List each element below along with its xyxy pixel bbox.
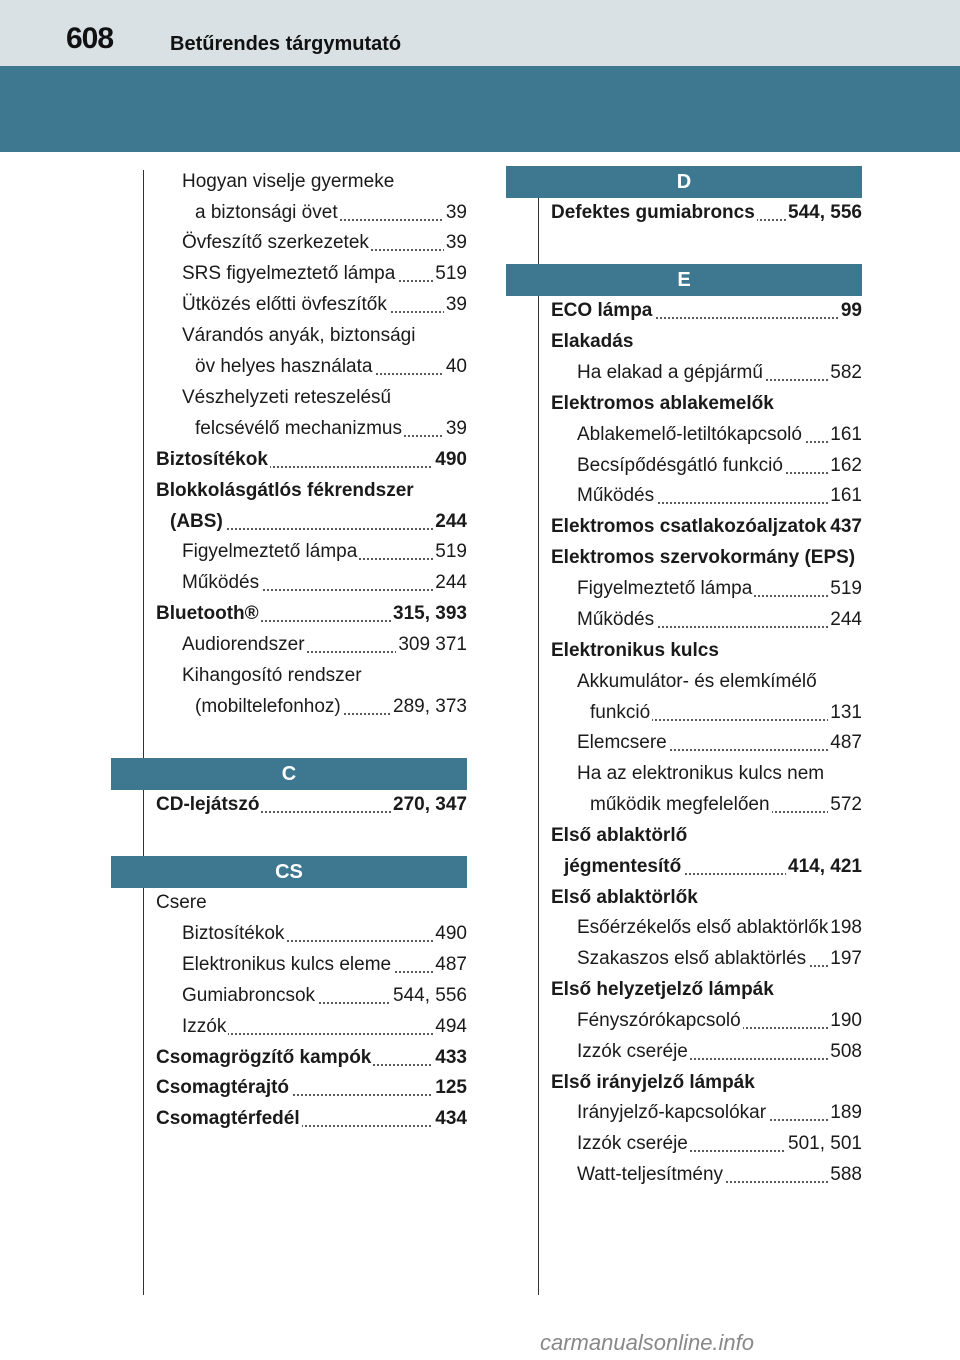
index-entry: Figyelmeztető lámpa 519 (577, 574, 862, 604)
index-entry: Csomagtérajtó 125 (156, 1073, 467, 1103)
section-header-c: C (111, 758, 467, 790)
index-entry: Becsípődésgátló funkció 162 (577, 451, 862, 481)
index-entry: Figyelmeztető lámpa 519 (182, 537, 467, 567)
index-entry: Biztosítékok 490 (156, 445, 467, 475)
index-entry: Fényszórókapcsoló 190 (577, 1006, 862, 1036)
index-entry: Csere (156, 888, 467, 918)
index-entry: Első ablaktörlő (551, 821, 862, 851)
section-header-e: E (506, 264, 862, 296)
index-entry: Működés 244 (577, 605, 862, 635)
header-banner (0, 66, 960, 152)
index-entry: Kihangosító rendszer (182, 661, 467, 691)
index-entry: jégmentesítő 414, 421 (564, 852, 862, 882)
index-entry: Első helyzetjelző lámpák (551, 975, 862, 1005)
index-entry: Elektronikus kulcs (551, 636, 862, 666)
index-entry: ECO lámpa 99 (551, 296, 862, 326)
index-entry: Elektronikus kulcs eleme 487 (182, 950, 467, 980)
header-bar (0, 0, 960, 66)
index-entry: (ABS) 244 (170, 507, 467, 537)
index-entry: Ha elakad a gépjármű 582 (577, 358, 862, 388)
index-entry: Watt-teljesítmény 588 (577, 1160, 862, 1190)
index-entry: Akkumulátor- és elemkímélő (577, 667, 862, 697)
index-entry: Övfeszítő szerkezetek 39 (182, 228, 467, 258)
section-header-cs: CS (111, 856, 467, 888)
index-entry: Izzók 494 (182, 1012, 467, 1042)
index-entry: Elektromos szervokormány (EPS) (551, 543, 862, 573)
index-entry: Elektromos ablakemelők (551, 389, 862, 419)
index-entry: Blokkolásgátlós fékrendszer (156, 476, 467, 506)
index-entry: Első ablaktörlők (551, 883, 862, 913)
index-entry: Csomagrögzítő kampók 433 (156, 1043, 467, 1073)
index-entry: Audiorendszer 309 371 (182, 630, 467, 660)
index-entry: működik megfelelően 572 (590, 790, 862, 820)
index-entry: Esőérzékelős első ablaktörlők 198 (577, 913, 862, 943)
index-entry: CD-lejátszó 270, 347 (156, 790, 467, 820)
index-entry: Elemcsere 487 (577, 728, 862, 758)
index-entry: Bluetooth® 315, 393 (156, 599, 467, 629)
index-entry: Csomagtérfedél 434 (156, 1104, 467, 1134)
index-entry: Ütközés előtti övfeszítők 39 (182, 290, 467, 320)
page-title: Betűrendes tárgymutató (170, 33, 402, 55)
index-entry: Első irányjelző lámpák (551, 1068, 862, 1098)
index-entry: Ablakemelő-letiltókapcsoló 161 (577, 420, 862, 450)
index-entry: Biztosítékok 490 (182, 919, 467, 949)
index-entry: Várandós anyák, biztonsági (182, 321, 467, 351)
index-entry: Ha az elektronikus kulcs nem (577, 759, 862, 789)
index-entry: Szakaszos első ablaktörlés 197 (577, 944, 862, 974)
index-entry: Működés 244 (182, 568, 467, 598)
index-entry: Hogyan viselje gyermeke (182, 167, 467, 197)
index-entry: funkció 131 (590, 698, 862, 728)
index-entry: Elektromos csatlakozóaljzatok 437 (551, 512, 862, 542)
index-entry: Működés 161 (577, 481, 862, 511)
section-header-d: D (506, 166, 862, 198)
center-column-divider (538, 170, 539, 1295)
index-entry: Vészhelyzeti reteszelésű (182, 383, 467, 413)
index-entry: Izzók cseréje 508 (577, 1037, 862, 1067)
index-entry: Irányjelző-kapcsolókar 189 (577, 1098, 862, 1128)
index-entry: öv helyes használata 40 (195, 352, 467, 382)
index-entry: Izzók cseréje 501, 501 (577, 1129, 862, 1159)
index-entry: Elakadás (551, 327, 862, 357)
index-entry: felcsévélő mechanizmus 39 (195, 414, 467, 444)
left-column-divider (143, 170, 144, 1295)
index-entry: Gumiabroncsok 544, 556 (182, 981, 467, 1011)
index-entry: Defektes gumiabroncs 544, 556 (551, 198, 862, 228)
index-entry: (mobiltelefonhoz) 289, 373 (195, 692, 467, 722)
index-entry: SRS figyelmeztető lámpa 519 (182, 259, 467, 289)
watermark: carmanualsonline.info (540, 1330, 755, 1355)
index-entry: a biztonsági övet 39 (195, 198, 467, 228)
page-number: 608 (66, 22, 114, 55)
